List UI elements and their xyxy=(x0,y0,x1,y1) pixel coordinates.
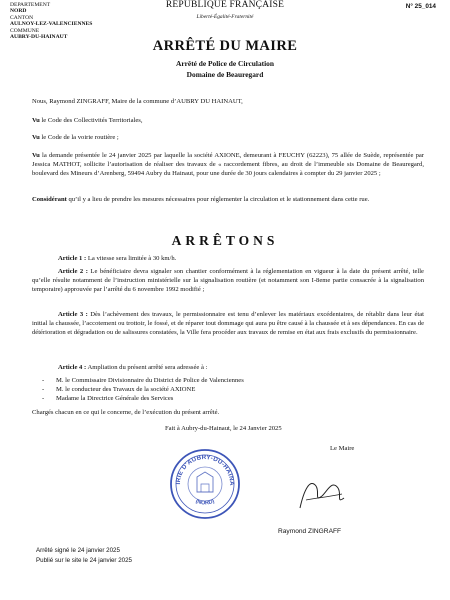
subtitle xyxy=(0,58,450,80)
header-line: AULNOY-LEZ-VALENCIENNES xyxy=(10,21,93,28)
header-line: CANTON xyxy=(10,14,34,21)
footer-signed: Arrêté signé le 24 janvier 2025 xyxy=(36,547,120,554)
recipient-item: - M. le Commissaire Divisionnaire du District de Police de Valenciennes xyxy=(40,377,400,386)
article-4 xyxy=(32,364,424,373)
republic-motto: Liberté-Égalité-Fraternité xyxy=(196,14,254,20)
subtitle-line-1: Arrêté de Police de Circulation xyxy=(176,59,274,68)
republic-header xyxy=(0,0,450,20)
signature-date: Fait à Aubry-du-Hainaut, le 24 Janvier 2025 xyxy=(165,425,282,432)
stamp-seal-icon xyxy=(168,447,242,521)
handwritten-signature-icon xyxy=(292,470,352,515)
subtitle-line-2: Domaine de Beauregard xyxy=(186,70,264,79)
recipient-item: - Madame la Directrice Générale des Services xyxy=(40,395,400,404)
stamp-text-bottom: (NORD) xyxy=(194,498,216,507)
mayor-label: Le Maire xyxy=(330,445,355,452)
header-line: DEPARTEMENT xyxy=(10,2,51,8)
vu-label: Vu xyxy=(32,117,40,124)
article-text: Ampliation du présent arrêté sera adressée à : xyxy=(86,364,208,371)
preamble-vu-1 xyxy=(32,117,424,126)
header-line: NORD xyxy=(10,8,27,15)
header-line: COMMUNE xyxy=(10,27,40,34)
article-3 xyxy=(32,311,424,338)
considerant-label: Considérant xyxy=(32,196,67,203)
article-text: La vitesse sera limitée à 30 km/h. xyxy=(86,255,177,262)
recipient-item: - M. le conducteur des Travaux de la société AXIONE xyxy=(40,386,400,395)
mairie-stamp xyxy=(168,447,242,521)
decree-reference: N° 25_014 xyxy=(405,3,436,10)
charges-line: Chargés chacun en ce qui le concerne, de l’exécution du présent arrêté. xyxy=(32,409,220,416)
signer-name: Raymond ZINGRAFF xyxy=(278,528,342,535)
vu-text: le Code de la voirie routière ; xyxy=(39,134,119,141)
article-1 xyxy=(32,255,424,264)
preamble-nous: Nous, Raymond ZINGRAFF, Maire de la commune d’AUBRY DU HAINAUT, xyxy=(32,98,243,105)
preamble-vu-2 xyxy=(32,134,424,143)
footer-published: Publié sur le site le 24 janvier 2025 xyxy=(36,557,132,564)
article-label: Article 1 : xyxy=(58,255,87,262)
article-text: Le bénéficiaire devra signaler son chantier conformément à la réglementation en vigueur à la date du présent arrêté, telle qu’elle résulte notamment de l’instruction ministérielle sur la signalisation routière (et notamment son I-8eme partie consacrée à la signalisation temporaire) approuvée par l’arrêté du 6 novembre 1992 modifié ; xyxy=(32,268,424,293)
article-text: Dès l’achèvement des travaux, le permissionnaire est tenu d’enlever les matériaux excédentaires, de rétablir dans leur état initial la chaussée, l’accotement ou trottoir, le fossé, et de réparer tout dommage qui aura pu être causé à la chaussée et à ses dépendances. En cas de détérioration et dégradation ou de salissures constatées, la Ville fera procéder aux travaux de remise en état aux frais exclusifs du permissionnaire. xyxy=(32,311,424,336)
preamble-considerant xyxy=(32,196,424,205)
recipient-list xyxy=(40,377,400,404)
svg-text:MAIRIE D'AUBRY-DU-HAINAUT xyxy=(168,447,235,486)
vu-label: Vu xyxy=(32,152,40,159)
article-label: Article 4 : xyxy=(58,364,87,371)
article-label: Article 2 : xyxy=(58,268,88,275)
republic-title: RÉPUBLIQUE FRANÇAISE xyxy=(165,0,285,10)
vu-text: le Code des Collectivités Territoriales, xyxy=(39,117,143,124)
header-line: AUBRY-DU-HAINAUT xyxy=(10,34,68,41)
vu-text: la demande présentée le 24 janvier 2025 par laquelle la société AXIONE, demeurant à FEUCHY (62223), 75 allée de Suède, représentée par Jessica MATHOT, sollicite l’autorisation de réaliser des travaux de « raccordement fibres, au droit de l’immeuble sis Domaine de Beauregard, boulevard des Mineurs d’Arenberg, 59494 Aubry du Hainaut, pour une durée de 30 jours calendaires à compter du 29 janvier 2025 ; xyxy=(32,152,424,177)
article-2 xyxy=(32,268,424,295)
preamble-vu-3 xyxy=(32,152,424,179)
considerant-text: qu’il y a lieu de prendre les mesures nécessaires pour réglementer la circulation et le stationnement dans cette rue. xyxy=(66,196,370,203)
svg-text:(NORD) xyxy=(195,499,216,507)
arretons-heading: ARRÊTONS xyxy=(171,233,279,248)
stamp-text-top: IRIE D'AUBRY-DU-HAINA xyxy=(174,453,236,486)
page-title: ARRÊTÉ DU MAIRE xyxy=(152,38,298,54)
vu-label: Vu xyxy=(32,134,40,141)
article-label: Article 3 : xyxy=(58,311,88,318)
